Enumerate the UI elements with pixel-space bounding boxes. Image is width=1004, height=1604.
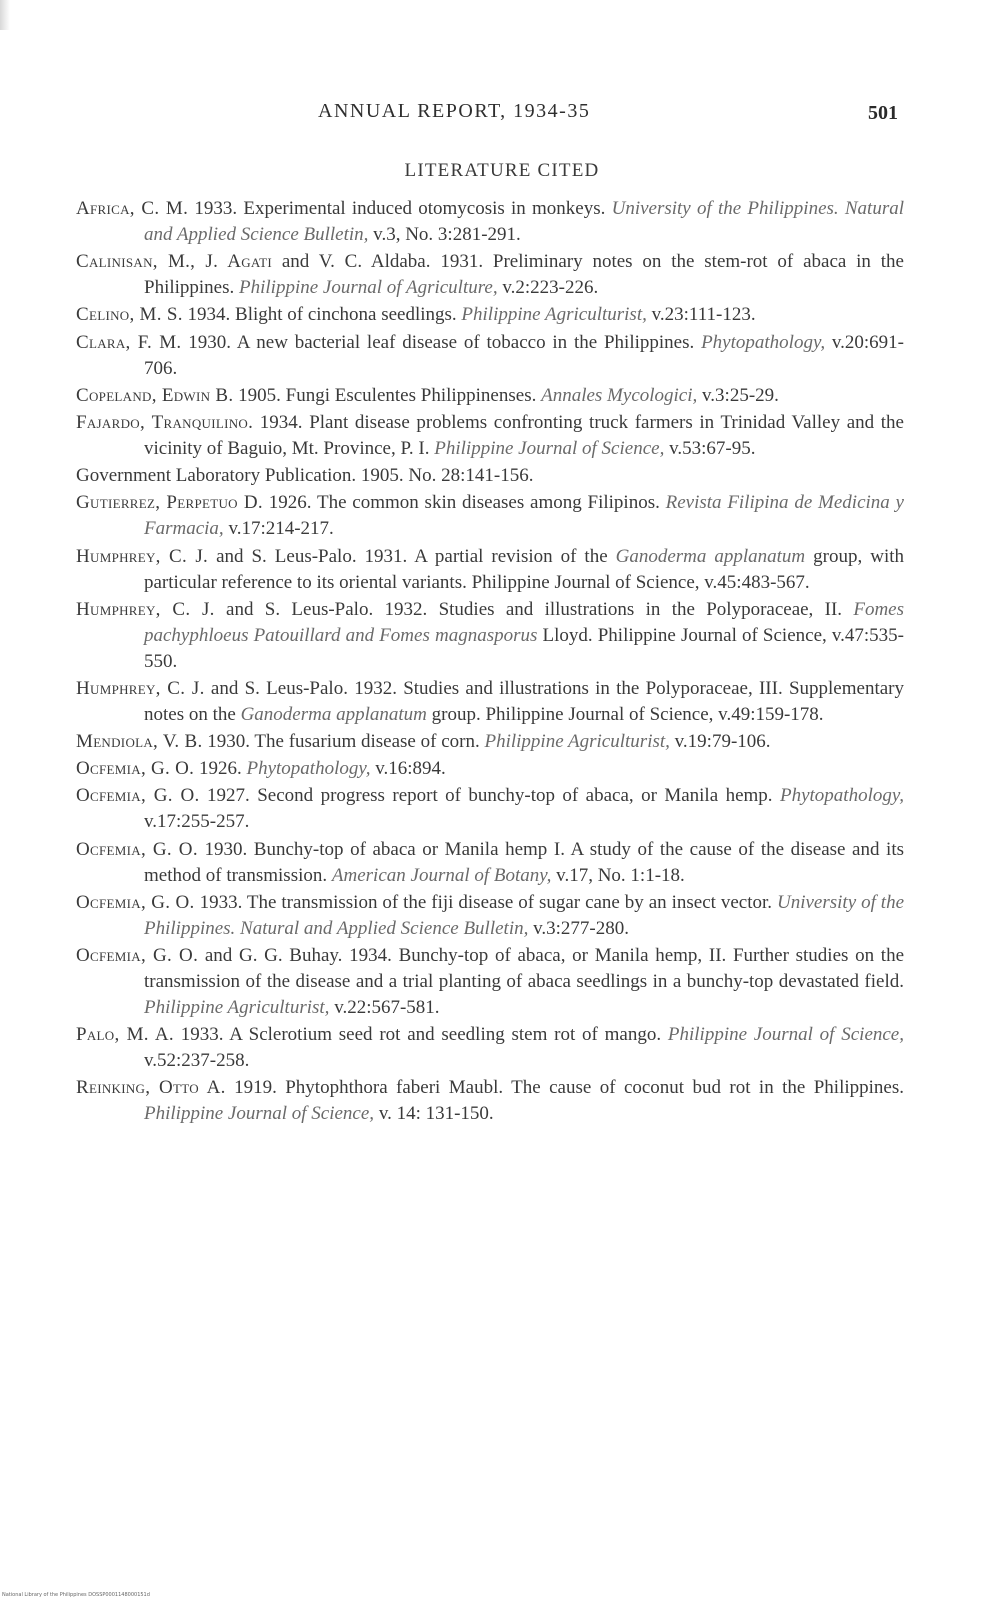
reference-journal: Phytopathology,: [246, 758, 371, 780]
reference-list: [76, 196, 904, 1129]
reference-entry: [76, 597, 904, 675]
reference-journal: Philippine Agriculturist,: [484, 731, 670, 753]
reference-body: and S. Leus-Palo. 1931. A partial revision of the: [208, 545, 616, 567]
reference-journal: Phytopathology,: [779, 785, 904, 807]
reference-author: Calinisan, M., J. Agati: [76, 251, 273, 273]
reference-author: Mendiola, V. B.: [76, 731, 203, 753]
reference-body: 1926.: [194, 758, 247, 780]
reference-author: Celino, M. S.: [76, 304, 183, 326]
reference-body: and S. Leus-Palo. 1932. Studies and illustrations in the Polyporaceae, III. Supplementary notes on the: [144, 677, 904, 725]
reference-entry: [76, 544, 904, 596]
reference-entry: [76, 1075, 904, 1127]
reference-author: Humphrey, C. J.: [76, 545, 209, 567]
reference-entry: [76, 196, 904, 248]
reference-author: Ocfemia, G. O.: [76, 891, 195, 913]
reference-citation: v.3:25-29.: [697, 384, 779, 406]
reference-citation: v.17:255-257.: [144, 811, 250, 833]
reference-entry: [76, 943, 904, 1021]
reference-body: 1933. A Sclerotium seed rot and seedling stem rot of mango.: [173, 1024, 668, 1046]
reference-journal: Fomes pachyphloeus Patouillard and Fomes magnasporus: [144, 598, 904, 646]
reference-author: Humphrey, C. J.: [76, 598, 215, 620]
running-header: [0, 100, 1004, 130]
reference-author: Reinking, Otto A.: [76, 1077, 226, 1099]
reference-author: Gutierrez, Perpetuo D.: [76, 492, 263, 514]
reference-body: 1934. Blight of cinchona seedlings.: [182, 304, 462, 326]
reference-citation: v.52:237-258.: [144, 1050, 250, 1072]
reference-author: Clara, F. M.: [76, 331, 182, 353]
reference-body: 1933. The transmission of the fiji disease of sugar cane by an insect vector.: [194, 891, 777, 913]
reference-citation: v.3, No. 3:281-291.: [368, 224, 521, 245]
reference-journal: Ganoderma applanatum: [240, 703, 427, 725]
reference-author: Ocfemia, G. O.: [76, 758, 195, 780]
reference-body: 1930. Bunchy-top of abaca or Manila hemp I. A study of the cause of the disease and its method of transmission.: [144, 838, 905, 886]
reference-citation: v.20:691-706.: [144, 331, 905, 379]
reference-author: Humphrey, C. J.: [76, 677, 205, 699]
reference-citation: group. Philippine Journal of Science, v.49:159-178.: [426, 703, 824, 725]
reference-author: Palo, M. A.: [76, 1024, 174, 1046]
reference-author: Ocfemia, G. O.: [76, 785, 200, 807]
reference-entry: [76, 410, 904, 462]
reference-journal: American Journal of Botany,: [331, 864, 552, 886]
reference-author: Ocfemia, G. O.: [76, 838, 198, 860]
reference-citation: v.17:214-217.: [223, 518, 334, 540]
reference-body: and V. C. Aldaba. 1931. Preliminary notes on the stem-rot of abaca in the Philippines.: [144, 251, 904, 299]
reference-body: 1927. Second progress report of bunchy-top of abaca, or Manila hemp.: [199, 785, 780, 807]
scan-edge-shadow: [0, 0, 10, 30]
reference-body: 1930. A new bacterial leaf disease of tobacco in the Philippines.: [181, 331, 702, 353]
footer-note: National Library of the Philippines DOSSP0001148000151d: [2, 1592, 150, 1598]
reference-body: 1933. Experimental induced otomycosis in monkeys.: [188, 198, 612, 219]
reference-author: Ocfemia, G. O.: [76, 945, 199, 966]
reference-body: 1926. The common skin diseases among Filipinos.: [263, 492, 666, 514]
reference-journal: Philippine Journal of Science,: [434, 437, 665, 459]
reference-journal: Philippine Agriculturist,: [144, 997, 330, 1018]
reference-journal: Philippine Journal of Science,: [144, 1103, 375, 1125]
reference-journal: University of the Philippines. Natural and Applied Science Bulletin,: [144, 891, 905, 939]
reference-entry: [76, 890, 904, 942]
reference-entry: [76, 783, 904, 835]
reference-citation: v.53:67-95.: [664, 437, 756, 459]
reference-entry: [76, 330, 904, 382]
reference-body: 1930. The fusarium disease of corn.: [202, 731, 485, 753]
reference-body: Government Laboratory Publication. 1905. No. 28:141-156.: [76, 465, 534, 487]
reference-entry: [76, 756, 904, 782]
reference-journal: Revista Filipina de Medicina y Farmacia,: [144, 492, 904, 540]
reference-body: and G. G. Buhay. 1934. Bunchy-top of abaca, or Manila hemp, II. Further studies on the transmission of the disease and a trial planting of abaca seedlings in a bunchy-top devastated field.: [144, 945, 904, 992]
reference-body: and S. Leus-Palo. 1932. Studies and illustrations in the Polyporaceae, II.: [214, 598, 854, 620]
reference-entry: [76, 490, 904, 542]
running-title: ANNUAL REPORT, 1934-35: [318, 100, 591, 122]
reference-journal: Philippine Journal of Science,: [667, 1024, 904, 1046]
reference-journal: University of the Philippines. Natural and Applied Science Bulletin,: [144, 198, 905, 245]
reference-body: 1905. Fungi Esculentes Philippinenses.: [233, 384, 542, 406]
reference-entry: [76, 249, 904, 301]
page-number: 501: [868, 102, 898, 124]
reference-entry: [76, 676, 904, 728]
reference-citation: group, with particular reference to its oriental variants. Philippine Journal of Science, v.45:483-567.: [144, 545, 904, 593]
reference-citation: v.19:79-106.: [669, 731, 771, 753]
reference-entry: [76, 302, 904, 328]
reference-author: Africa, C. M.: [76, 198, 189, 219]
reference-citation: v. 14: 131-150.: [374, 1103, 494, 1125]
reference-author: Fajardo, Tranquilino.: [76, 411, 254, 433]
reference-entry: [76, 463, 904, 489]
reference-entry: [76, 1022, 904, 1074]
reference-journal: Phytopathology,: [701, 331, 826, 353]
reference-body: 1919. Phytophthora faberi Maubl. The cause of coconut bud rot in the Philippines.: [225, 1077, 904, 1099]
reference-entry: [76, 837, 904, 889]
reference-journal: Philippine Agriculturist,: [461, 304, 647, 326]
reference-journal: Philippine Journal of Agriculture,: [239, 277, 498, 299]
reference-citation: v.23:111-123.: [646, 304, 756, 326]
reference-citation: v.17, No. 1:1-18.: [551, 864, 685, 886]
reference-entry: [76, 383, 904, 409]
reference-journal: Ganoderma applanatum: [615, 545, 806, 567]
reference-citation: v.16:894.: [370, 758, 446, 780]
section-heading: LITERATURE CITED: [404, 160, 600, 181]
reference-citation: v.2:223-226.: [497, 277, 599, 299]
reference-citation: v.22:567-581.: [329, 997, 440, 1018]
reference-journal: Annales Mycologici,: [541, 384, 698, 406]
reference-citation: v.3:277-280.: [528, 917, 629, 939]
reference-body: 1934. Plant disease problems confronting truck farmers in Trinidad Valley and the vicinity of Baguio, Mt. Province, P. I.: [144, 411, 904, 459]
reference-author: Copeland, Edwin B.: [76, 384, 234, 406]
reference-entry: [76, 729, 904, 755]
reference-citation: Lloyd. Philippine Journal of Science, v.47:535-550.: [144, 624, 904, 672]
